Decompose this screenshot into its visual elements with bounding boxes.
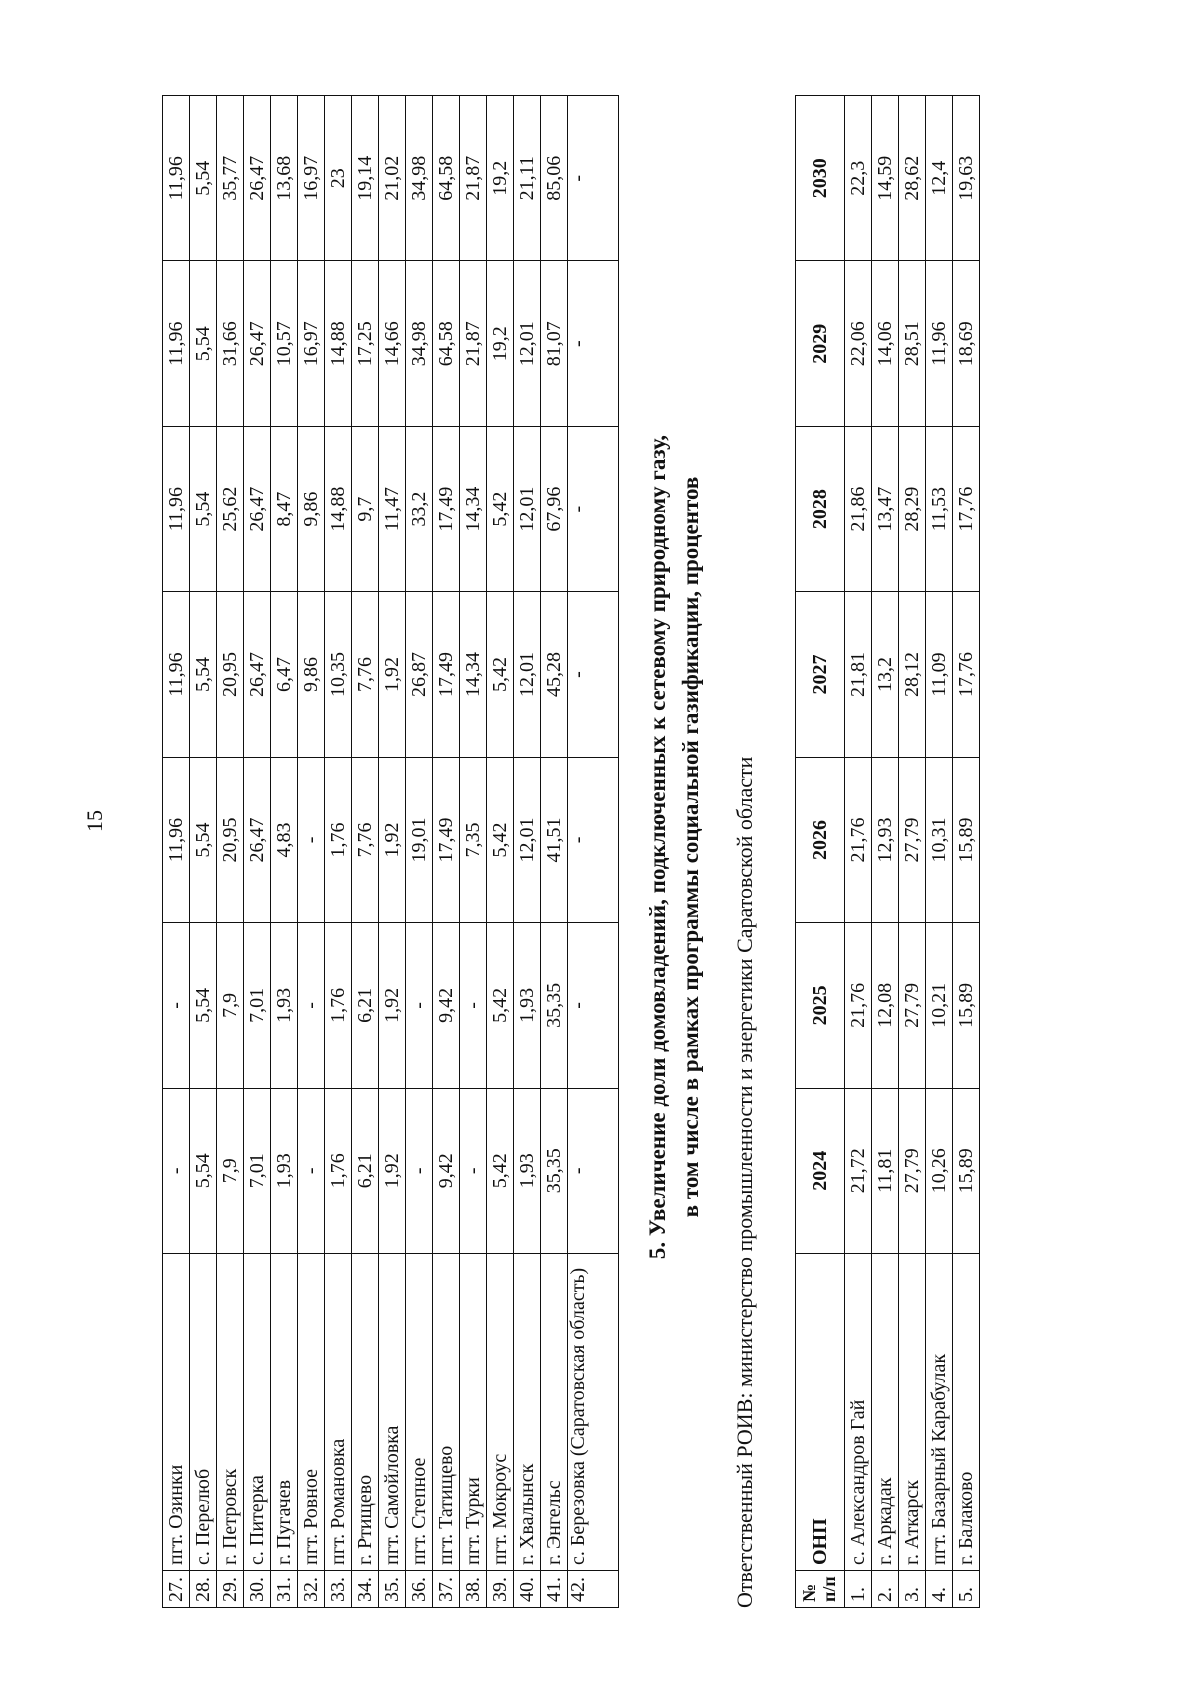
value-cell: 27,79 bbox=[899, 923, 926, 1088]
value-cell: 14,34 bbox=[460, 426, 487, 591]
header-year: 2028 bbox=[796, 426, 845, 591]
header-num: № п/п bbox=[796, 1571, 845, 1608]
value-cell: 12,01 bbox=[514, 261, 541, 426]
row-number: 28. bbox=[190, 1571, 217, 1608]
value-cell: 1,76 bbox=[325, 1088, 352, 1253]
value-cell: 10,35 bbox=[325, 592, 352, 757]
value-cell: 12,01 bbox=[514, 592, 541, 757]
value-cell: - bbox=[163, 923, 190, 1088]
value-cell: 11,96 bbox=[163, 592, 190, 757]
value-cell: 7,01 bbox=[244, 1088, 271, 1253]
continuation-table bbox=[162, 95, 619, 1608]
settlement-name: пгт. Мокроус bbox=[487, 1254, 514, 1571]
value-cell: 35,35 bbox=[541, 1088, 568, 1253]
value-cell: 67,96 bbox=[541, 426, 568, 591]
value-cell: 7,9 bbox=[217, 1088, 244, 1253]
value-cell: 21,76 bbox=[845, 923, 872, 1088]
value-cell: 13,2 bbox=[872, 592, 899, 757]
value-cell: 1,92 bbox=[379, 1088, 406, 1253]
table-row bbox=[487, 96, 514, 1608]
value-cell: 28,62 bbox=[899, 96, 926, 261]
settlement-name: пгт. Турки bbox=[460, 1254, 487, 1571]
value-cell: 17,76 bbox=[953, 426, 980, 591]
value-cell: 13,68 bbox=[271, 96, 298, 261]
settlement-name: пгт. Татищево bbox=[433, 1254, 460, 1571]
settlement-name: пгт. Самойловка bbox=[379, 1254, 406, 1571]
value-cell: 35,77 bbox=[217, 96, 244, 261]
value-cell: 5,54 bbox=[190, 426, 217, 591]
settlement-name: г. Аткарск bbox=[899, 1254, 926, 1571]
header-year: 2025 bbox=[796, 923, 845, 1088]
value-cell: 6,47 bbox=[271, 592, 298, 757]
value-cell: 4,83 bbox=[271, 757, 298, 922]
value-cell: 9,42 bbox=[433, 923, 460, 1088]
value-cell: 9,7 bbox=[352, 426, 379, 591]
table-row bbox=[244, 96, 271, 1608]
value-cell: - bbox=[568, 592, 619, 757]
value-cell: 23 bbox=[325, 96, 352, 261]
value-cell: 28,29 bbox=[899, 426, 926, 591]
value-cell: - bbox=[460, 1088, 487, 1253]
row-number: 40. bbox=[514, 1571, 541, 1608]
value-cell: 45,28 bbox=[541, 592, 568, 757]
value-cell: 14,66 bbox=[379, 261, 406, 426]
table-row bbox=[163, 96, 190, 1608]
value-cell: 11,96 bbox=[163, 261, 190, 426]
header-year: 2024 bbox=[796, 1088, 845, 1253]
value-cell: 19,63 bbox=[953, 96, 980, 261]
value-cell: 1,92 bbox=[379, 923, 406, 1088]
value-cell: 64,58 bbox=[433, 261, 460, 426]
value-cell: 26,47 bbox=[244, 426, 271, 591]
value-cell: 11,96 bbox=[163, 757, 190, 922]
table-row bbox=[433, 96, 460, 1608]
value-cell: 19,01 bbox=[406, 757, 433, 922]
continuation-table-body bbox=[163, 96, 619, 1608]
value-cell: 1,92 bbox=[379, 757, 406, 922]
value-cell: - bbox=[163, 1088, 190, 1253]
value-cell: 11,09 bbox=[926, 592, 953, 757]
value-cell: - bbox=[298, 1088, 325, 1253]
table-row bbox=[325, 96, 352, 1608]
settlement-name: г. Энгельс bbox=[541, 1254, 568, 1571]
value-cell: 21,87 bbox=[460, 261, 487, 426]
settlement-name: г. Пугачев bbox=[271, 1254, 298, 1571]
value-cell: 1,93 bbox=[514, 1088, 541, 1253]
value-cell: 11,53 bbox=[926, 426, 953, 591]
value-cell: 28,12 bbox=[899, 592, 926, 757]
value-cell: 7,76 bbox=[352, 592, 379, 757]
settlement-name: г. Ртищево bbox=[352, 1254, 379, 1571]
value-cell: - bbox=[460, 923, 487, 1088]
value-cell: 5,42 bbox=[487, 757, 514, 922]
row-number: 38. bbox=[460, 1571, 487, 1608]
value-cell: 21,02 bbox=[379, 96, 406, 261]
value-cell: 16,97 bbox=[298, 96, 325, 261]
table-header-row bbox=[796, 96, 845, 1608]
value-cell: 18,69 bbox=[953, 261, 980, 426]
row-number: 34. bbox=[352, 1571, 379, 1608]
value-cell: 5,42 bbox=[487, 1088, 514, 1253]
settlement-name: пгт. Романовка bbox=[325, 1254, 352, 1571]
value-cell: 5,54 bbox=[190, 1088, 217, 1253]
value-cell: 12,01 bbox=[514, 757, 541, 922]
value-cell: 27,79 bbox=[899, 1088, 926, 1253]
header-year: 2027 bbox=[796, 592, 845, 757]
table-row bbox=[190, 96, 217, 1608]
row-number: 4. bbox=[926, 1571, 953, 1608]
value-cell: 1,92 bbox=[379, 592, 406, 757]
value-cell: 26,47 bbox=[244, 592, 271, 757]
table-row bbox=[352, 96, 379, 1608]
settlement-name: пгт. Степное bbox=[406, 1254, 433, 1571]
value-cell: 10,57 bbox=[271, 261, 298, 426]
value-cell: 7,35 bbox=[460, 757, 487, 922]
value-cell: 1,76 bbox=[325, 923, 352, 1088]
value-cell: 7,01 bbox=[244, 923, 271, 1088]
value-cell: 12,01 bbox=[514, 426, 541, 591]
table-row bbox=[541, 96, 568, 1608]
table-row bbox=[406, 96, 433, 1608]
value-cell: 10,21 bbox=[926, 923, 953, 1088]
value-cell: 16,97 bbox=[298, 261, 325, 426]
value-cell: 7,76 bbox=[352, 757, 379, 922]
value-cell: 12,4 bbox=[926, 96, 953, 261]
value-cell: 21,81 bbox=[845, 592, 872, 757]
value-cell: - bbox=[406, 1088, 433, 1253]
table-row bbox=[379, 96, 406, 1608]
value-cell: 5,54 bbox=[190, 757, 217, 922]
value-cell: 12,93 bbox=[872, 757, 899, 922]
value-cell: 10,31 bbox=[926, 757, 953, 922]
value-cell: 5,54 bbox=[190, 592, 217, 757]
value-cell: 12,08 bbox=[872, 923, 899, 1088]
section-heading-line-2: в том числе в рамках программы социальной газификации, процентов bbox=[678, 476, 703, 1218]
row-number: 1. bbox=[845, 1571, 872, 1608]
value-cell: 8,47 bbox=[271, 426, 298, 591]
value-cell: 15,89 bbox=[953, 923, 980, 1088]
value-cell: 13,47 bbox=[872, 426, 899, 591]
settlement-name: пгт. Ровное bbox=[298, 1254, 325, 1571]
value-cell: 17,76 bbox=[953, 592, 980, 757]
value-cell: 81,07 bbox=[541, 261, 568, 426]
settlement-name: с. Александров Гай bbox=[845, 1254, 872, 1571]
table-row bbox=[872, 96, 899, 1608]
value-cell: 21,76 bbox=[845, 757, 872, 922]
header-onp: ОНП bbox=[796, 1254, 845, 1571]
value-cell: 17,25 bbox=[352, 261, 379, 426]
value-cell: 7,9 bbox=[217, 923, 244, 1088]
row-number: 36. bbox=[406, 1571, 433, 1608]
value-cell: 41,51 bbox=[541, 757, 568, 922]
value-cell: 5,54 bbox=[190, 261, 217, 426]
value-cell: 22,06 bbox=[845, 261, 872, 426]
value-cell: - bbox=[568, 261, 619, 426]
row-number: 41. bbox=[541, 1571, 568, 1608]
value-cell: 64,58 bbox=[433, 96, 460, 261]
settlement-name: пгт. Озинки bbox=[163, 1254, 190, 1571]
row-number: 3. bbox=[899, 1571, 926, 1608]
value-cell: 10,26 bbox=[926, 1088, 953, 1253]
value-cell: 21,86 bbox=[845, 426, 872, 591]
value-cell: 1,76 bbox=[325, 757, 352, 922]
table-row bbox=[845, 96, 872, 1608]
responsible-authority: Ответственный РОИВ: министерство промышленности и энергетики Саратовской области bbox=[732, 756, 757, 1608]
row-number: 27. bbox=[163, 1571, 190, 1608]
value-cell: - bbox=[568, 923, 619, 1088]
settlement-name: г. Хвалынск bbox=[514, 1254, 541, 1571]
table-row bbox=[953, 96, 980, 1608]
value-cell: 20,95 bbox=[217, 757, 244, 922]
value-cell: 1,93 bbox=[514, 923, 541, 1088]
value-cell: 25,62 bbox=[217, 426, 244, 591]
value-cell: 6,21 bbox=[352, 923, 379, 1088]
value-cell: 19,2 bbox=[487, 96, 514, 261]
page-number: 15 bbox=[82, 810, 107, 832]
gasification-table bbox=[795, 95, 980, 1608]
value-cell: 15,89 bbox=[953, 1088, 980, 1253]
value-cell: 33,2 bbox=[406, 426, 433, 591]
value-cell: 5,42 bbox=[487, 923, 514, 1088]
value-cell: 9,42 bbox=[433, 1088, 460, 1253]
header-year: 2030 bbox=[796, 96, 845, 261]
header-year: 2029 bbox=[796, 261, 845, 426]
row-number: 5. bbox=[953, 1571, 980, 1608]
value-cell: 19,14 bbox=[352, 96, 379, 261]
value-cell: - bbox=[298, 923, 325, 1088]
settlement-name: с. Питерка bbox=[244, 1254, 271, 1571]
value-cell: 34,98 bbox=[406, 261, 433, 426]
settlement-name: г. Балаково bbox=[953, 1254, 980, 1571]
value-cell: 11,81 bbox=[872, 1088, 899, 1253]
settlement-name: с. Перелюб bbox=[190, 1254, 217, 1571]
value-cell: - bbox=[568, 1088, 619, 1253]
value-cell: 26,47 bbox=[244, 757, 271, 922]
row-number: 30. bbox=[244, 1571, 271, 1608]
value-cell: 35,35 bbox=[541, 923, 568, 1088]
value-cell: 14,88 bbox=[325, 426, 352, 591]
table-row bbox=[298, 96, 325, 1608]
row-number: 42. bbox=[568, 1571, 619, 1608]
settlement-name: пгт. Базарный Карабулак bbox=[926, 1254, 953, 1571]
value-cell: 21,11 bbox=[514, 96, 541, 261]
value-cell: 17,49 bbox=[433, 426, 460, 591]
value-cell: - bbox=[568, 426, 619, 591]
value-cell: 20,95 bbox=[217, 592, 244, 757]
row-number: 39. bbox=[487, 1571, 514, 1608]
table-row bbox=[217, 96, 244, 1608]
value-cell: 5,54 bbox=[190, 96, 217, 261]
section-heading-line-1: 5. Увеличение доли домовладений, подключенных к сетевому природному газу, bbox=[645, 434, 670, 1260]
value-cell: 19,2 bbox=[487, 261, 514, 426]
row-number: 2. bbox=[872, 1571, 899, 1608]
value-cell: 34,98 bbox=[406, 96, 433, 261]
settlement-name: с. Березовка (Саратовская область) bbox=[568, 1254, 619, 1571]
settlement-name: г. Петровск bbox=[217, 1254, 244, 1571]
value-cell: 85,06 bbox=[541, 96, 568, 261]
value-cell: 17,49 bbox=[433, 592, 460, 757]
value-cell: 11,96 bbox=[163, 96, 190, 261]
row-number: 29. bbox=[217, 1571, 244, 1608]
value-cell: 26,47 bbox=[244, 261, 271, 426]
value-cell: 22,3 bbox=[845, 96, 872, 261]
value-cell: - bbox=[298, 757, 325, 922]
value-cell: 9,86 bbox=[298, 592, 325, 757]
value-cell: 5,42 bbox=[487, 426, 514, 591]
row-number: 33. bbox=[325, 1571, 352, 1608]
gasification-table-body bbox=[845, 96, 980, 1608]
row-number: 32. bbox=[298, 1571, 325, 1608]
value-cell: 5,42 bbox=[487, 592, 514, 757]
value-cell: 15,89 bbox=[953, 757, 980, 922]
value-cell: - bbox=[568, 757, 619, 922]
value-cell: 1,93 bbox=[271, 1088, 298, 1253]
settlement-name: г. Аркадак bbox=[872, 1254, 899, 1571]
table-row bbox=[899, 96, 926, 1608]
value-cell: 26,47 bbox=[244, 96, 271, 261]
value-cell: - bbox=[406, 923, 433, 1088]
row-number: 35. bbox=[379, 1571, 406, 1608]
value-cell: 31,66 bbox=[217, 261, 244, 426]
value-cell: 14,06 bbox=[872, 261, 899, 426]
value-cell: 28,51 bbox=[899, 261, 926, 426]
value-cell: 21,72 bbox=[845, 1088, 872, 1253]
table-row bbox=[926, 96, 953, 1608]
value-cell: 14,88 bbox=[325, 261, 352, 426]
value-cell: 17,49 bbox=[433, 757, 460, 922]
header-year: 2026 bbox=[796, 757, 845, 922]
value-cell: 5,54 bbox=[190, 923, 217, 1088]
value-cell: 27,79 bbox=[899, 757, 926, 922]
value-cell: 9,86 bbox=[298, 426, 325, 591]
table-row bbox=[460, 96, 487, 1608]
row-number: 31. bbox=[271, 1571, 298, 1608]
row-number: 37. bbox=[433, 1571, 460, 1608]
table-row bbox=[514, 96, 541, 1608]
value-cell: 26,87 bbox=[406, 592, 433, 757]
value-cell: 6,21 bbox=[352, 1088, 379, 1253]
value-cell: 11,96 bbox=[163, 426, 190, 591]
value-cell: 11,96 bbox=[926, 261, 953, 426]
value-cell: - bbox=[568, 96, 619, 261]
value-cell: 11,47 bbox=[379, 426, 406, 591]
table-row bbox=[568, 96, 619, 1608]
table-row bbox=[271, 96, 298, 1608]
value-cell: 14,34 bbox=[460, 592, 487, 757]
value-cell: 21,87 bbox=[460, 96, 487, 261]
value-cell: 1,93 bbox=[271, 923, 298, 1088]
value-cell: 14,59 bbox=[872, 96, 899, 261]
